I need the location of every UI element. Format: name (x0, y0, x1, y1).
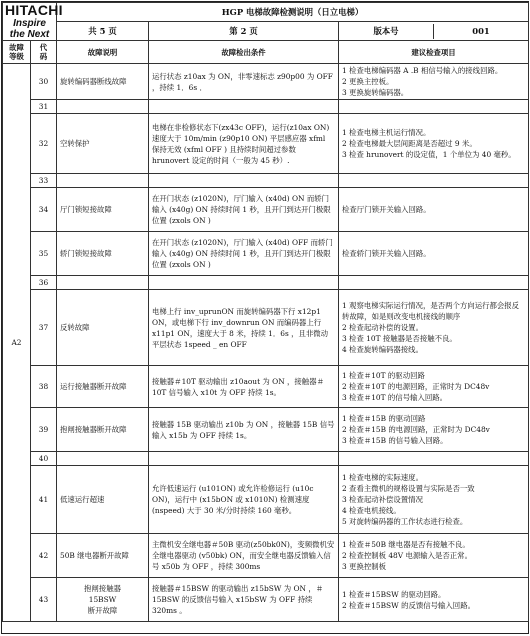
fault-code: 30 (31, 64, 57, 100)
brand-name: HITACHI (5, 2, 63, 18)
col-desc: 故障说明 (57, 41, 149, 64)
check-items (339, 276, 529, 290)
detection-condition (149, 174, 339, 188)
column-header-row (3, 41, 529, 64)
detection-condition: 接触器 15B 驱动输出 z10b 为 ON ，接触器 15B 信号输入 x15b 为 OFF 持续 1s。 (149, 408, 339, 452)
detection-condition: 运行状态 z10ax 为 ON，非零速标志 z90p00 为 OFF ，持续 1．6s ． (149, 64, 339, 100)
fault-grade: A2 (3, 64, 31, 622)
fault-code: 35 (31, 232, 57, 276)
page-current: 第 2 页 (149, 22, 339, 41)
fault-description: 抱闸接触器断开故障 (57, 408, 149, 452)
document-page (1, 1, 529, 634)
detection-condition (149, 452, 339, 466)
table-body (3, 64, 529, 622)
check-items: 1 检查＃10T 的驱动回路 2 检查＃10T 的电源回路，正常时为 DC48v 3 检查＃10T 的信号输入回路。 (339, 366, 529, 408)
col-grade: 故障 等级 (3, 41, 31, 64)
detection-condition: 在开门状态 (z1020N)，厅门输入 (x40d) OFF 而轿门输入 (x40g) ON 持续时间 1 秒，且开门到达开门极限位置 (zxols ON ) (149, 232, 339, 276)
check-items: 检查厅门锁开关输入回路。 (339, 188, 529, 232)
fault-code: 41 (31, 466, 57, 534)
table-row (3, 534, 529, 578)
fault-code: 31 (31, 100, 57, 114)
fault-code: 36 (31, 276, 57, 290)
detection-condition: 接触器＃10T 驱动输出 z10aout 为 ON ，接触器＃10T 信号输入 x10t 为 OFF 持续 1s。 (149, 366, 339, 408)
fault-table (2, 2, 529, 622)
detection-condition: 电梯上行 inv_uprunON 而旋转编码器下行 x12p1 ON，或电梯下行 inv_downrun ON 而编码器上行 x11p1 ON，速度大于 8 米，持续 1．6s ，且非微动平层状态 1speed _ en OFF (149, 290, 339, 366)
check-items: 1 检查电梯编码器 A .B 相信号输入的接线回路。 2 更换主控板。 3 更换旋转编码器。 (339, 64, 529, 100)
fault-description: 厅门锁短接故障 (57, 188, 149, 232)
fault-description: 50B 继电器断开故障 (57, 534, 149, 578)
document-title: HGP 电梯故障检测说明（日立电梯） (57, 3, 529, 22)
fault-description: 反转故障 (57, 290, 149, 366)
fault-description: 轿门锁短接故障 (57, 232, 149, 276)
fault-description: 抱闸接触器 15BSW 断开故障 (57, 578, 149, 622)
table-row (3, 100, 529, 114)
col-check: 建议检查项目 (339, 41, 529, 64)
check-items (339, 174, 529, 188)
detection-condition: 允许低速运行 (u101ON) 或允许检修运行 (u10c ON)，运行中 (x15bON 或 x1010N) 检测速度 (nspeed) 大于 30 米/分时持续 160 毫秒。 (149, 466, 339, 534)
fault-code: 43 (31, 578, 57, 622)
table-row (3, 578, 529, 622)
fault-code: 37 (31, 290, 57, 366)
check-items: 1 检查＃15BSW 的驱动回路。 2 检查＃15BSW 的反馈信号输入回路。 (339, 578, 529, 622)
fault-code: 34 (31, 188, 57, 232)
fault-description: 运行接触器断开故障 (57, 366, 149, 408)
check-items: 检查轿门锁开关输入回路。 (339, 232, 529, 276)
header-subrow (3, 22, 529, 41)
table-row (3, 64, 529, 100)
fault-description (57, 174, 149, 188)
fault-code: 39 (31, 408, 57, 452)
table-row (3, 366, 529, 408)
detection-condition (149, 276, 339, 290)
brand-tagline: Inspire the Next (9, 18, 50, 40)
detection-condition: 在开门状态 (z1020N)，厅门输入 (x40d) ON 而轿门输入 (x40g) ON 持续时间 1 秒，且开门到达开门极限位置 (zxols ON ) (149, 188, 339, 232)
table-row (3, 114, 529, 174)
table-row (3, 188, 529, 232)
version-cell (339, 22, 529, 41)
detection-condition: 电梯在非检修状态下(zx43c OFF)，运行(z10ax ON) 速度大于 10m/min (z90p10 ON) 平层感应器 xfml 保持无效 (xfml OFF ) 且持续时间超过参数 hrunovert 设定的时间（一般为 45 秒）. (149, 114, 339, 174)
table-row (3, 174, 529, 188)
fault-description (57, 452, 149, 466)
pages-total: 共 5 页 (57, 22, 149, 41)
table-row (3, 452, 529, 466)
fault-code: 40 (31, 452, 57, 466)
col-cond: 故障检出条件 (149, 41, 339, 64)
fault-code: 42 (31, 534, 57, 578)
check-items: 1 观察电梯实际运行情况，是否两个方向运行都会报反转故障，如是则改变电机接线的顺序 2 检查起动补偿的设置。 3 检查 10T 接触器是否接触不良。 4 检查旋转编码器接线。 (339, 290, 529, 366)
detection-condition: 接触器＃15BSW 的驱动输出 z15bSW 为 ON ，＃15BSW 的反馈信号输入 x15bSW 为 OFF 持续 320ms 。 (149, 578, 339, 622)
fault-code: 38 (31, 366, 57, 408)
check-items: 1 检查电梯的实际速度。 2 查看主微机的规格设置与实际是否一致 3 检查起动补偿设置情况 4 检查电机接线。 5 对旋转编码器的工作状态进行检查。 (339, 466, 529, 534)
check-items: 1 检查＃15B 的驱动回路 2 检查＃15B 的电源回路，正常时为 DC48v 3 检查＃15B 的信号输入回路。 (339, 408, 529, 452)
table-row (3, 408, 529, 452)
hitachi-logo (3, 2, 63, 41)
detection-condition (149, 100, 339, 114)
table-row (3, 276, 529, 290)
col-code: 代 码 (31, 41, 57, 64)
fault-description (57, 276, 149, 290)
check-items: 1 检查＃50B 继电器是否有接触不良。 2 检查控制板 48V 电源输入是否正常。 3 更换控制板 (339, 534, 529, 578)
table-row (3, 290, 529, 366)
fault-description: 低速运行超速 (57, 466, 149, 534)
fault-code: 32 (31, 114, 57, 174)
check-items (339, 452, 529, 466)
detection-condition: 主微机安全继电器＃50B 驱动(z50bk0N)，变频微机安全继电器驱动 (v50bk) ON，而安全继电器反馈输入信号 x50b 为 OFF ，持续 300ms (149, 534, 339, 578)
fault-description (57, 100, 149, 114)
check-items (339, 100, 529, 114)
fault-description: 旋转编码器断线故障 (57, 64, 149, 100)
fault-description: 空转保护 (57, 114, 149, 174)
header-row (3, 3, 529, 22)
fault-code: 33 (31, 174, 57, 188)
table-row (3, 232, 529, 276)
check-items: 1 检查电梯主机运行情况。 2 检查电梯最大层间距离是否超过 9 米。 3 检查 hrunovert 的设定值，1 个单位为 40 毫秒。 (339, 114, 529, 174)
version-label: 版本号 (339, 24, 434, 39)
version-value: 001 (472, 25, 490, 36)
table-row (3, 466, 529, 534)
